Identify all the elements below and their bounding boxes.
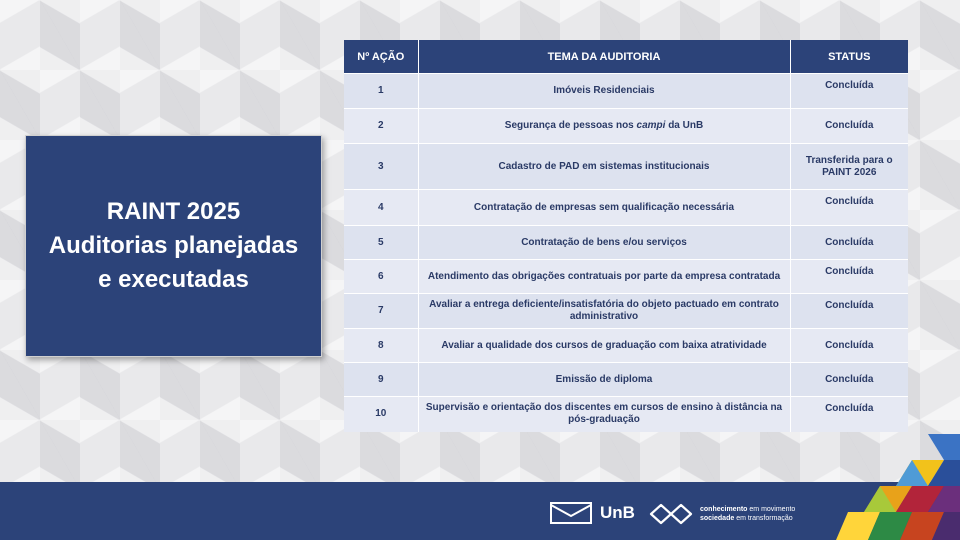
cell-num: 8 — [344, 329, 418, 363]
cell-status: Transferida para o PAINT 2026 — [790, 144, 908, 190]
cell-status: Concluída — [790, 190, 908, 226]
table-row — [344, 109, 908, 144]
unb-logo-text: UnB — [600, 503, 635, 522]
table-header-row — [344, 40, 908, 74]
slogan-logo — [648, 500, 795, 528]
audit-table — [344, 40, 908, 432]
slide-title-box — [25, 135, 322, 357]
cell-num: 6 — [344, 260, 418, 294]
cell-num: 10 — [344, 397, 418, 432]
cell-status: Concluída — [790, 363, 908, 397]
slogan-line2-bold: sociedade — [700, 515, 735, 522]
table-row — [344, 260, 908, 294]
slogan-line1-bold: conhecimento — [700, 506, 748, 513]
unb-emblem-icon — [550, 502, 592, 524]
title-line-2: Auditorias planejadas — [48, 232, 299, 259]
table-row — [344, 363, 908, 397]
table-row — [344, 144, 908, 190]
title-line-1: RAINT 2025 — [106, 198, 241, 225]
cell-num: 2 — [344, 109, 418, 144]
tema-text-before: Segurança de pessoas nos — [504, 120, 637, 131]
title-line-3: e executadas — [98, 266, 249, 293]
cell-tema: Avaliar a entrega deficiente/insatisfatória do objeto pactuado em contrato administrativo — [418, 294, 790, 329]
cell-tema: Contratação de bens e/ou serviços — [418, 226, 790, 260]
table-row — [344, 294, 908, 329]
cell-tema: Imóveis Residenciais — [418, 74, 790, 109]
cell-status: Concluída — [790, 260, 908, 294]
cell-num: 3 — [344, 144, 418, 190]
cell-num: 7 — [344, 294, 418, 329]
cell-tema: Atendimento das obrigações contratuais por parte da empresa contratada — [418, 260, 790, 294]
cell-num: 9 — [344, 363, 418, 397]
header-status: STATUS — [790, 40, 908, 74]
cell-num: 4 — [344, 190, 418, 226]
unb-logo — [550, 502, 635, 524]
decorative-mosaic-icon — [810, 430, 960, 540]
cell-tema: Cadastro de PAD em sistemas institucionais — [418, 144, 790, 190]
tema-text-after: da UnB — [665, 120, 704, 131]
header-tema: TEMA DA AUDITORIA — [418, 40, 790, 74]
cell-status: Concluída — [790, 294, 908, 329]
table-row — [344, 226, 908, 260]
cell-status: Concluída — [790, 226, 908, 260]
cell-tema: Emissão de diploma — [418, 363, 790, 397]
table-row — [344, 190, 908, 226]
slogan-line2-light: em transformação — [734, 515, 793, 522]
table-row — [344, 74, 908, 109]
cell-status: Concluída — [790, 74, 908, 109]
cell-status: Concluída — [790, 329, 908, 363]
cell-num: 1 — [344, 74, 418, 109]
infinity-wave-icon — [648, 500, 694, 528]
slogan-line1-light: em movimento — [747, 506, 796, 513]
cell-num: 5 — [344, 226, 418, 260]
cell-status: Concluída — [790, 397, 908, 432]
cell-tema: Contratação de empresas sem qualificação necessária — [418, 190, 790, 226]
cell-status: Concluída — [790, 109, 908, 144]
cell-tema — [418, 109, 790, 144]
table-row — [344, 329, 908, 363]
cell-tema: Avaliar a qualidade dos cursos de graduação com baixa atratividade — [418, 329, 790, 363]
tema-text-italic: campi — [636, 120, 666, 131]
slogan-text — [700, 505, 795, 523]
table-row — [344, 397, 908, 432]
cell-tema: Supervisão e orientação dos discentes em cursos de ensino à distância na pós-graduação — [418, 397, 790, 432]
header-num: Nº AÇÃO — [344, 40, 418, 74]
audit-table-wrapper — [344, 40, 908, 432]
